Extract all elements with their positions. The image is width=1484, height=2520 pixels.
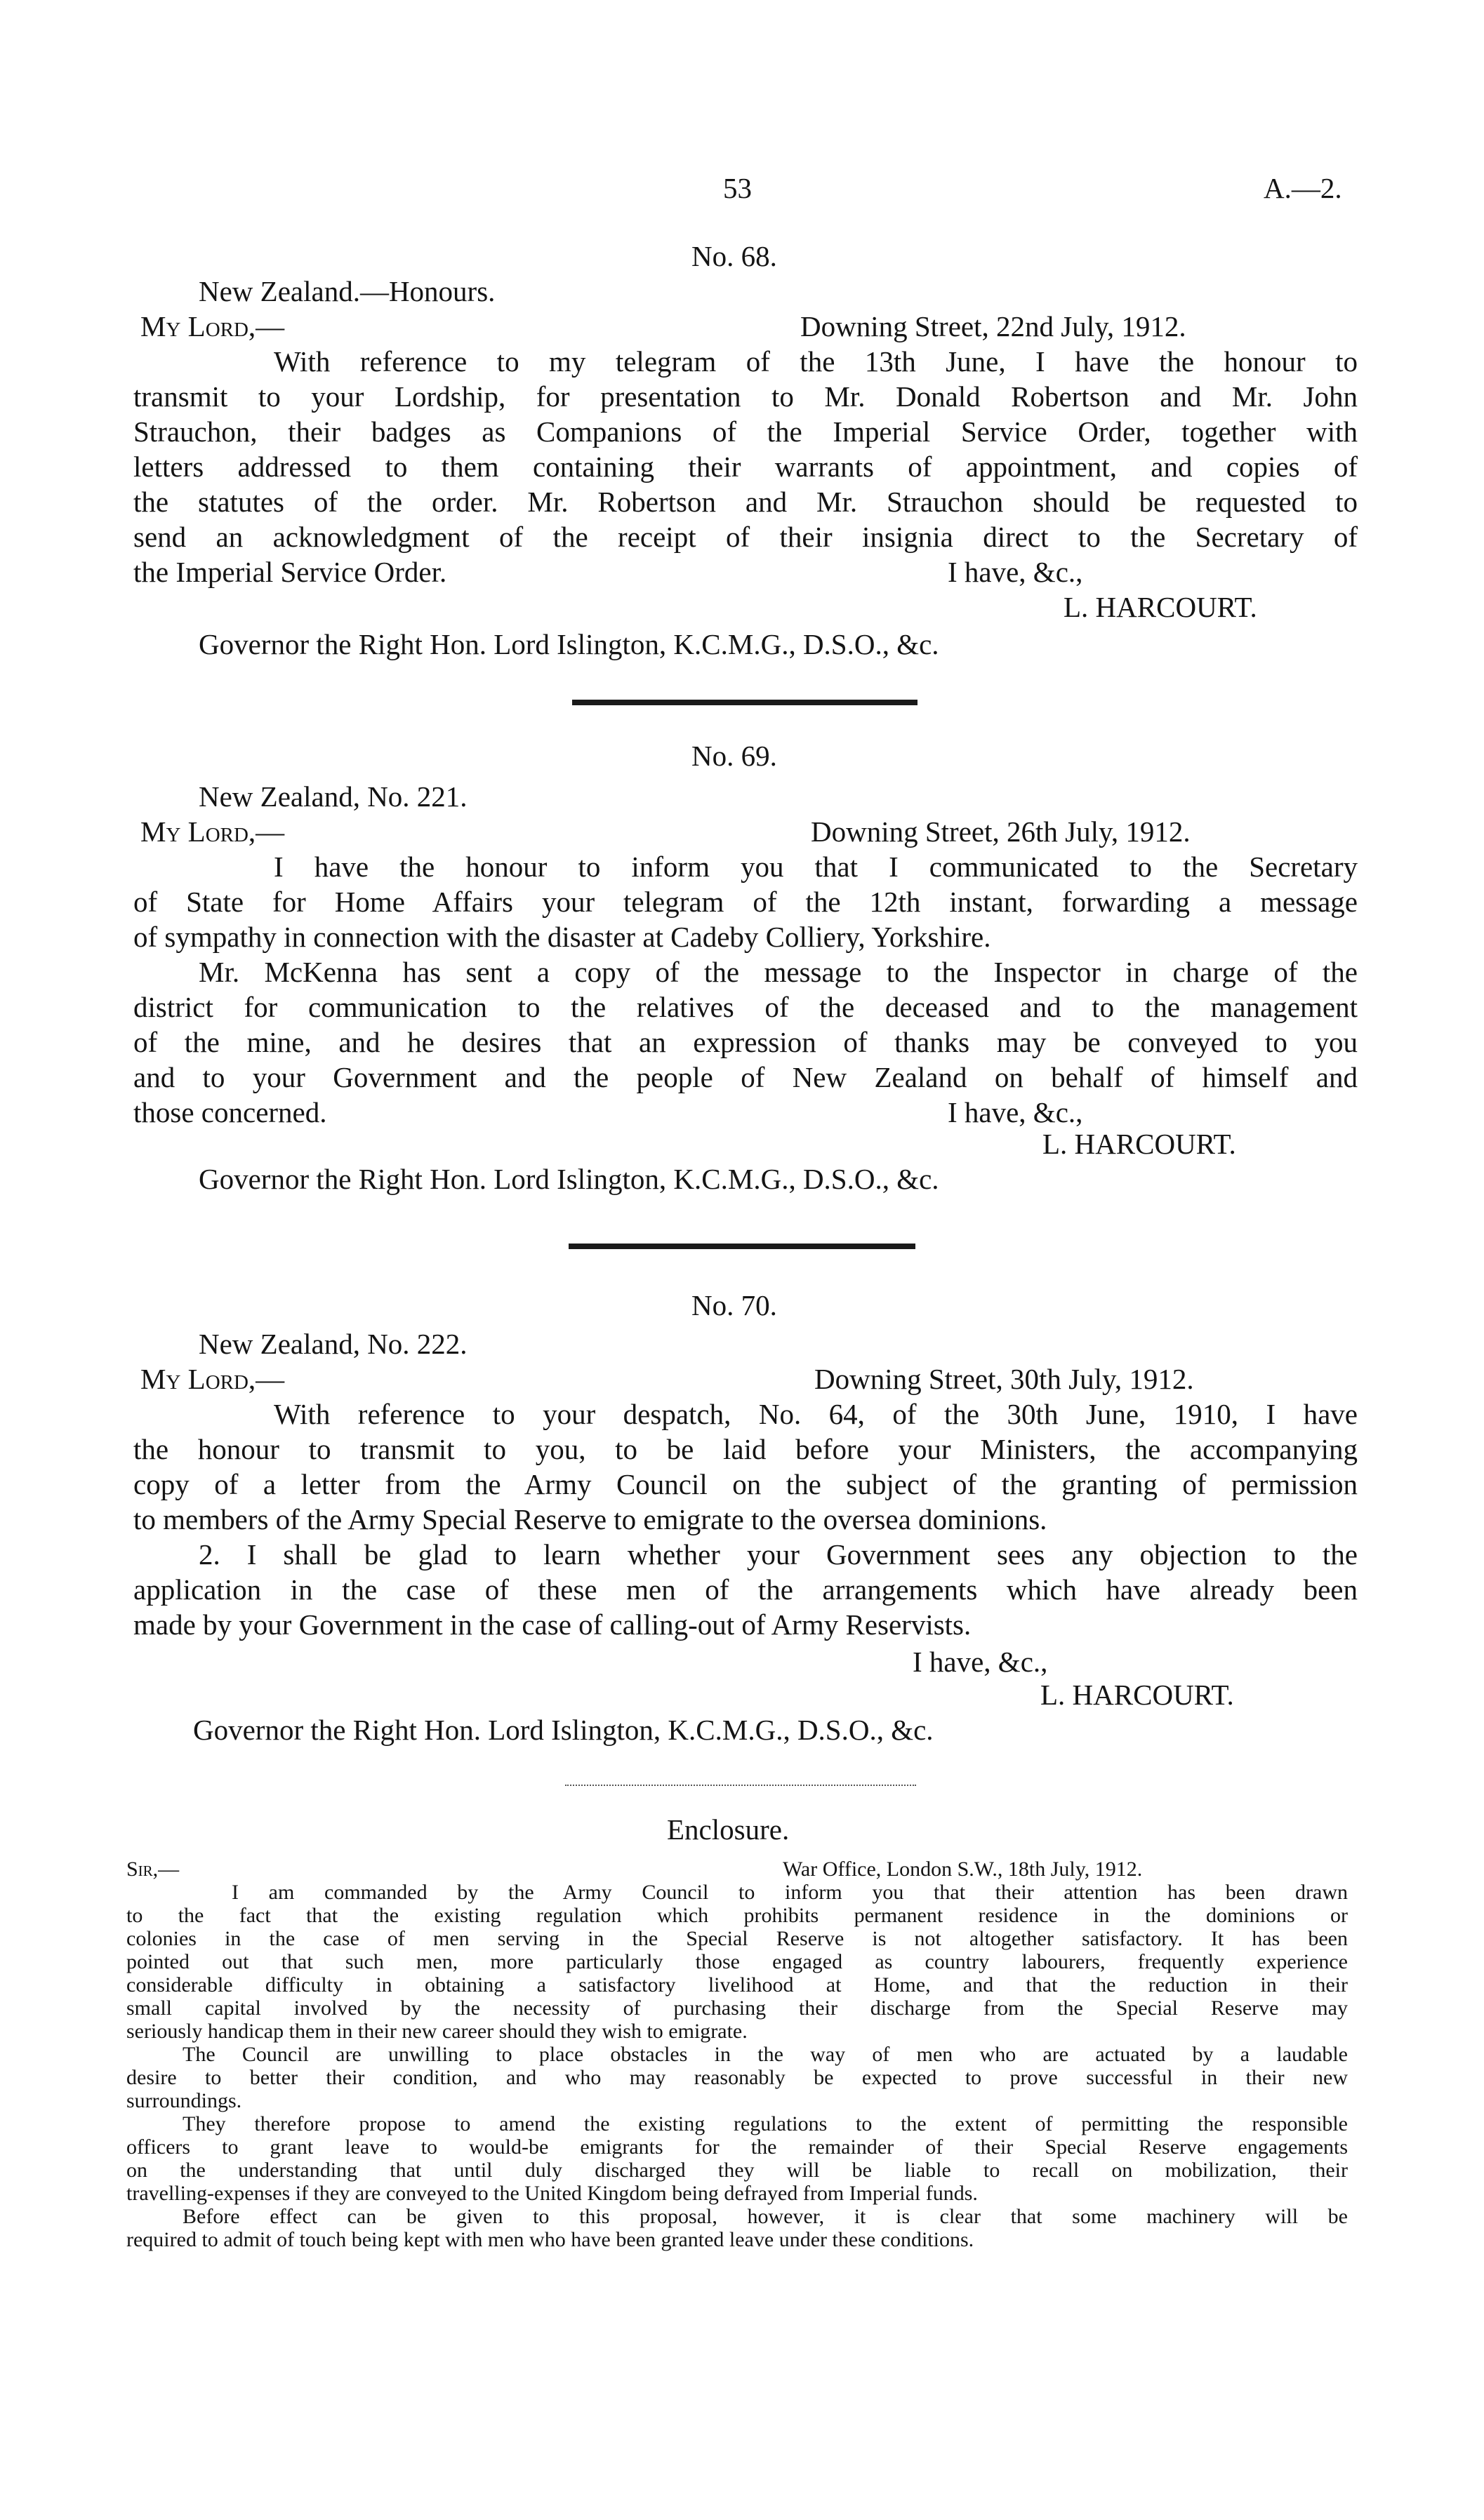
signature: L. HARCOURT. [1042, 1128, 1236, 1160]
despatch-body [133, 1396, 1358, 1642]
signature: L. HARCOURT. [1064, 591, 1257, 623]
despatch-number: No. 68. [691, 240, 777, 272]
body-line: considerable difficulty in obtaining a satisfactory livelihood at Home, and that the reduction in their [126, 1973, 1348, 1996]
despatch-number: No. 70. [691, 1289, 777, 1321]
body-line: Mr. McKenna has sent a copy of the message to the Inspector in charge of the [199, 956, 1358, 988]
closing: I have, &c., [948, 556, 1083, 588]
addressee: Governor the Right Hon. Lord Islington, K.C.M.G., D.S.O., &c. [199, 1163, 939, 1195]
body-line: of sympathy in connection with the disaster at Cadeby Colliery, Yorkshire. [133, 921, 991, 953]
despatch-body [133, 344, 1358, 589]
body-line: made by your Government in the case of calling-out of Army Reservists. [133, 1608, 972, 1641]
enclosure-salutation: Sir,— [126, 1858, 180, 1881]
body-line: desire to better their condition, and who may reasonably be expected to prove successful in their new [126, 2066, 1348, 2089]
section-divider [565, 1785, 916, 1786]
body-line: seriously handicap them in their new career should they wish to emigrate. [126, 2020, 748, 2043]
addressee: Governor the Right Hon. Lord Islington, K.C.M.G., D.S.O., &c. [193, 1714, 934, 1746]
enclosure-title: Enclosure. [667, 1813, 790, 1846]
closing: I have, &c., [913, 1646, 1048, 1678]
enclosure-body [126, 1881, 1348, 2251]
body-line: to the fact that the existing regulation which prohibits permanent residence in the dominions or [126, 1904, 1348, 1927]
body-line: of State for Home Affairs your telegram of the 12th instant, forwarding a message [133, 886, 1358, 918]
closing: I have, &c., [948, 1096, 1083, 1128]
despatch-date: Downing Street, 30th July, 1912. [814, 1363, 1194, 1395]
body-line: With reference to your despatch, No. 64, of the 30th June, 1910, I have [274, 1398, 1358, 1430]
body-line: the Imperial Service Order. [133, 556, 447, 588]
body-line: They therefore propose to amend the existing regulations to the extent of permitting the responsible [183, 2112, 1348, 2135]
despatch-subject: New Zealand.—Honours. [199, 275, 496, 307]
section-divider [572, 700, 917, 705]
body-line: I have the honour to inform you that I communicated to the Secretary [274, 851, 1358, 883]
addressee: Governor the Right Hon. Lord Islington, K.C.M.G., D.S.O., &c. [199, 628, 939, 660]
body-line: transmit to your Lordship, for presentation to Mr. Donald Robertson and Mr. John [133, 380, 1358, 413]
signature: L. HARCOURT. [1040, 1679, 1234, 1711]
body-line: copy of a letter from the Army Council on the subject of the granting of permission [133, 1468, 1358, 1500]
section-divider [569, 1244, 915, 1249]
page-reference: A.—2. [1264, 172, 1342, 204]
body-line: the statutes of the order. Mr. Robertson and Mr. Strauchon should be requested to [133, 486, 1358, 518]
body-line: to members of the Army Special Reserve to emigrate to the oversea dominions. [133, 1503, 1047, 1535]
body-line: and to your Government and the people of New Zealand on behalf of himself and [133, 1061, 1358, 1093]
salutation: My Lord,— [140, 310, 285, 342]
salutation: My Lord,— [140, 1363, 285, 1395]
body-line: those concerned. [133, 1096, 327, 1128]
body-line: required to admit of touch being kept with men who have been granted leave under these conditions. [126, 2228, 974, 2251]
body-line: small capital involved by the necessity of purchasing their discharge from the Special Reserve may [126, 1996, 1348, 2020]
body-line: The Council are unwilling to place obstacles in the way of men who are actuated by a laudable [183, 2043, 1348, 2066]
page-number: 53 [723, 172, 752, 204]
body-line: district for communication to the relatives of the deceased and to the management [133, 991, 1358, 1023]
body-line: the honour to transmit to you, to be laid before your Ministers, the accompanying [133, 1433, 1358, 1465]
salutation: My Lord,— [140, 815, 285, 848]
enclosure-date: War Office, London S.W., 18th July, 1912. [783, 1858, 1143, 1881]
body-line: pointed out that such men, more particularly those engaged as country labourers, frequently experience [126, 1950, 1348, 1973]
body-line: on the understanding that until duly discharged they will be liable to recall on mobilization, their [126, 2159, 1348, 2182]
despatch-date: Downing Street, 26th July, 1912. [811, 815, 1191, 848]
body-line: officers to grant leave to would-be emigrants for the remainder of their Special Reserve engagements [126, 2135, 1348, 2159]
body-line: of the mine, and he desires that an expression of thanks may be conveyed to you [133, 1026, 1358, 1058]
body-line: Before effect can be given to this proposal, however, it is clear that some machinery will be [183, 2205, 1348, 2228]
body-line: colonies in the case of men serving in the Special Reserve is not altogether satisfactory. It has been [126, 1927, 1348, 1950]
body-line: application in the case of these men of the arrangements which have already been [133, 1573, 1358, 1606]
body-line: I am commanded by the Army Council to inform you that their attention has been drawn [232, 1881, 1348, 1904]
despatch-subject: New Zealand, No. 222. [199, 1328, 468, 1360]
despatch-date: Downing Street, 22nd July, 1912. [800, 310, 1186, 342]
despatch-number: No. 69. [691, 740, 777, 772]
despatch-subject: New Zealand, No. 221. [199, 780, 468, 813]
despatch-body [133, 849, 1358, 1130]
body-line: travelling-expenses if they are conveyed to the United Kingdom being defrayed from Imperial funds. [126, 2182, 978, 2205]
body-line: surroundings. [126, 2089, 242, 2112]
body-line: letters addressed to them containing their warrants of appointment, and copies of [133, 451, 1358, 483]
body-line: send an acknowledgment of the receipt of their insignia direct to the Secretary of [133, 521, 1358, 553]
body-line: With reference to my telegram of the 13th June, I have the honour to [274, 345, 1358, 378]
body-line: 2. I shall be glad to learn whether your Government sees any objection to the [199, 1538, 1358, 1571]
body-line: Strauchon, their badges as Companions of the Imperial Service Order, together with [133, 415, 1358, 448]
